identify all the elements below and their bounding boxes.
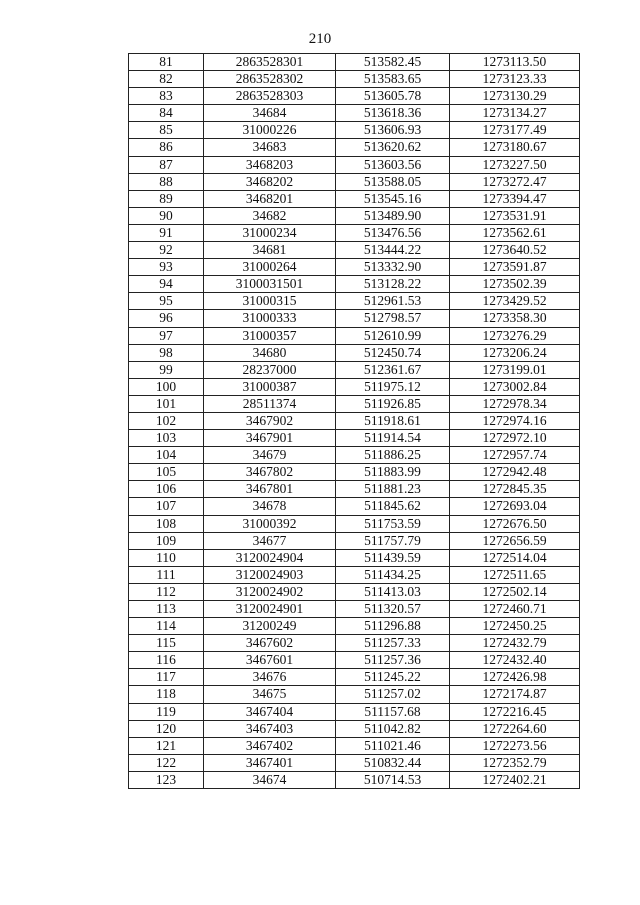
table-row <box>129 703 580 720</box>
table-row <box>129 412 580 429</box>
y-coordinate-cell: 1272974.16 <box>450 412 580 429</box>
y-coordinate-cell: 1273591.87 <box>450 259 580 276</box>
x-coordinate-cell: 513545.16 <box>336 190 450 207</box>
point-number-cell: 107 <box>129 498 204 515</box>
x-coordinate-cell: 511753.59 <box>336 515 450 532</box>
y-coordinate-cell: 1272174.87 <box>450 686 580 703</box>
table-row <box>129 720 580 737</box>
point-number-cell: 104 <box>129 447 204 464</box>
table-row <box>129 481 580 498</box>
point-number-cell: 105 <box>129 464 204 481</box>
x-coordinate-cell: 511883.99 <box>336 464 450 481</box>
x-coordinate-cell: 511845.62 <box>336 498 450 515</box>
point-number-cell: 112 <box>129 583 204 600</box>
y-coordinate-cell: 1273177.49 <box>450 122 580 139</box>
table-row <box>129 566 580 583</box>
point-number-cell: 108 <box>129 515 204 532</box>
y-coordinate-cell: 1272676.50 <box>450 515 580 532</box>
x-coordinate-cell: 511021.46 <box>336 737 450 754</box>
point-number-cell: 90 <box>129 207 204 224</box>
y-coordinate-cell: 1273130.29 <box>450 88 580 105</box>
point-number-cell: 94 <box>129 276 204 293</box>
x-coordinate-cell: 511320.57 <box>336 601 450 618</box>
table-row <box>129 464 580 481</box>
point-number-cell: 91 <box>129 224 204 241</box>
table-row <box>129 737 580 754</box>
table-row <box>129 430 580 447</box>
y-coordinate-cell: 1272352.79 <box>450 754 580 771</box>
table-row <box>129 139 580 156</box>
y-coordinate-cell: 1273199.01 <box>450 361 580 378</box>
y-coordinate-cell: 1272402.21 <box>450 771 580 788</box>
point-id-cell: 31000234 <box>204 224 336 241</box>
table-row <box>129 652 580 669</box>
table-row <box>129 515 580 532</box>
table-row <box>129 583 580 600</box>
x-coordinate-cell: 513583.65 <box>336 71 450 88</box>
y-coordinate-cell: 1273640.52 <box>450 242 580 259</box>
point-id-cell: 31000226 <box>204 122 336 139</box>
x-coordinate-cell: 511914.54 <box>336 430 450 447</box>
x-coordinate-cell: 511757.79 <box>336 532 450 549</box>
table-row <box>129 54 580 71</box>
point-id-cell: 34680 <box>204 344 336 361</box>
table-row <box>129 156 580 173</box>
table-row <box>129 378 580 395</box>
table-row <box>129 532 580 549</box>
table-row <box>129 88 580 105</box>
point-id-cell: 3467601 <box>204 652 336 669</box>
y-coordinate-cell: 1272216.45 <box>450 703 580 720</box>
y-coordinate-cell: 1272693.04 <box>450 498 580 515</box>
point-number-cell: 96 <box>129 310 204 327</box>
point-number-cell: 81 <box>129 54 204 71</box>
point-number-cell: 88 <box>129 173 204 190</box>
point-id-cell: 3467802 <box>204 464 336 481</box>
x-coordinate-cell: 510714.53 <box>336 771 450 788</box>
x-coordinate-cell: 511439.59 <box>336 549 450 566</box>
x-coordinate-cell: 512361.67 <box>336 361 450 378</box>
point-number-cell: 121 <box>129 737 204 754</box>
table-row <box>129 242 580 259</box>
point-id-cell: 3467801 <box>204 481 336 498</box>
x-coordinate-cell: 513620.62 <box>336 139 450 156</box>
y-coordinate-cell: 1272972.10 <box>450 430 580 447</box>
x-coordinate-cell: 511257.33 <box>336 635 450 652</box>
y-coordinate-cell: 1273002.84 <box>450 378 580 395</box>
point-number-cell: 102 <box>129 412 204 429</box>
point-id-cell: 31000357 <box>204 327 336 344</box>
x-coordinate-cell: 512610.99 <box>336 327 450 344</box>
point-id-cell: 34683 <box>204 139 336 156</box>
point-id-cell: 28237000 <box>204 361 336 378</box>
table-row <box>129 361 580 378</box>
point-number-cell: 98 <box>129 344 204 361</box>
page-number: 210 <box>308 31 332 47</box>
point-number-cell: 115 <box>129 635 204 652</box>
table-row <box>129 754 580 771</box>
point-number-cell: 114 <box>129 618 204 635</box>
point-number-cell: 85 <box>129 122 204 139</box>
point-number-cell: 97 <box>129 327 204 344</box>
point-number-cell: 99 <box>129 361 204 378</box>
point-number-cell: 101 <box>129 395 204 412</box>
point-id-cell: 34674 <box>204 771 336 788</box>
table-row <box>129 71 580 88</box>
y-coordinate-cell: 1272273.56 <box>450 737 580 754</box>
y-coordinate-cell: 1273123.33 <box>450 71 580 88</box>
x-coordinate-cell: 512798.57 <box>336 310 450 327</box>
point-number-cell: 113 <box>129 601 204 618</box>
x-coordinate-cell: 511296.88 <box>336 618 450 635</box>
point-number-cell: 95 <box>129 293 204 310</box>
point-id-cell: 31000387 <box>204 378 336 395</box>
x-coordinate-cell: 511886.25 <box>336 447 450 464</box>
y-coordinate-cell: 1272514.04 <box>450 549 580 566</box>
y-coordinate-cell: 1273276.29 <box>450 327 580 344</box>
table-row <box>129 549 580 566</box>
point-id-cell: 3468202 <box>204 173 336 190</box>
table-row <box>129 105 580 122</box>
y-coordinate-cell: 1272957.74 <box>450 447 580 464</box>
x-coordinate-cell: 511257.02 <box>336 686 450 703</box>
x-coordinate-cell: 513618.36 <box>336 105 450 122</box>
x-coordinate-cell: 513582.45 <box>336 54 450 71</box>
point-number-cell: 92 <box>129 242 204 259</box>
y-coordinate-cell: 1272511.65 <box>450 566 580 583</box>
point-id-cell: 3468203 <box>204 156 336 173</box>
point-number-cell: 123 <box>129 771 204 788</box>
point-id-cell: 3120024903 <box>204 566 336 583</box>
x-coordinate-cell: 513603.56 <box>336 156 450 173</box>
point-number-cell: 100 <box>129 378 204 395</box>
table-row <box>129 618 580 635</box>
point-number-cell: 93 <box>129 259 204 276</box>
point-id-cell: 3467901 <box>204 430 336 447</box>
table-row <box>129 293 580 310</box>
point-id-cell: 3120024902 <box>204 583 336 600</box>
x-coordinate-cell: 512961.53 <box>336 293 450 310</box>
x-coordinate-cell: 513588.05 <box>336 173 450 190</box>
point-number-cell: 116 <box>129 652 204 669</box>
x-coordinate-cell: 511413.03 <box>336 583 450 600</box>
table-row <box>129 395 580 412</box>
point-id-cell: 3467403 <box>204 720 336 737</box>
y-coordinate-cell: 1272656.59 <box>450 532 580 549</box>
point-number-cell: 103 <box>129 430 204 447</box>
point-number-cell: 120 <box>129 720 204 737</box>
point-id-cell: 31000315 <box>204 293 336 310</box>
x-coordinate-cell: 511918.61 <box>336 412 450 429</box>
point-id-cell: 3468201 <box>204 190 336 207</box>
y-coordinate-cell: 1273134.27 <box>450 105 580 122</box>
coordinates-table-body <box>129 54 580 789</box>
x-coordinate-cell: 513444.22 <box>336 242 450 259</box>
y-coordinate-cell: 1272426.98 <box>450 669 580 686</box>
table-row <box>129 447 580 464</box>
point-id-cell: 28511374 <box>204 395 336 412</box>
x-coordinate-cell: 513128.22 <box>336 276 450 293</box>
y-coordinate-cell: 1272450.25 <box>450 618 580 635</box>
point-id-cell: 31000392 <box>204 515 336 532</box>
y-coordinate-cell: 1273206.24 <box>450 344 580 361</box>
point-id-cell: 34677 <box>204 532 336 549</box>
point-number-cell: 87 <box>129 156 204 173</box>
x-coordinate-cell: 511434.25 <box>336 566 450 583</box>
table-row <box>129 327 580 344</box>
y-coordinate-cell: 1272978.34 <box>450 395 580 412</box>
point-id-cell: 3467402 <box>204 737 336 754</box>
point-id-cell: 31000264 <box>204 259 336 276</box>
y-coordinate-cell: 1272845.35 <box>450 481 580 498</box>
point-id-cell: 3467401 <box>204 754 336 771</box>
y-coordinate-cell: 1273180.67 <box>450 139 580 156</box>
x-coordinate-cell: 513606.93 <box>336 122 450 139</box>
x-coordinate-cell: 511926.85 <box>336 395 450 412</box>
point-number-cell: 86 <box>129 139 204 156</box>
table-row <box>129 207 580 224</box>
y-coordinate-cell: 1272502.14 <box>450 583 580 600</box>
point-id-cell: 34675 <box>204 686 336 703</box>
table-row <box>129 190 580 207</box>
table-row <box>129 601 580 618</box>
y-coordinate-cell: 1273562.61 <box>450 224 580 241</box>
point-id-cell: 2863528303 <box>204 88 336 105</box>
point-id-cell: 3120024904 <box>204 549 336 566</box>
x-coordinate-cell: 510832.44 <box>336 754 450 771</box>
table-row <box>129 276 580 293</box>
point-number-cell: 82 <box>129 71 204 88</box>
point-id-cell: 34676 <box>204 669 336 686</box>
point-id-cell: 34684 <box>204 105 336 122</box>
x-coordinate-cell: 511881.23 <box>336 481 450 498</box>
y-coordinate-cell: 1273502.39 <box>450 276 580 293</box>
point-id-cell: 34681 <box>204 242 336 259</box>
point-id-cell: 2863528302 <box>204 71 336 88</box>
point-id-cell: 34679 <box>204 447 336 464</box>
table-row <box>129 344 580 361</box>
table-row <box>129 686 580 703</box>
point-id-cell: 3100031501 <box>204 276 336 293</box>
point-id-cell: 31200249 <box>204 618 336 635</box>
point-number-cell: 109 <box>129 532 204 549</box>
x-coordinate-cell: 511975.12 <box>336 378 450 395</box>
y-coordinate-cell: 1273272.47 <box>450 173 580 190</box>
point-number-cell: 84 <box>129 105 204 122</box>
point-id-cell: 31000333 <box>204 310 336 327</box>
table-row <box>129 122 580 139</box>
coordinates-table <box>128 53 580 789</box>
y-coordinate-cell: 1273113.50 <box>450 54 580 71</box>
y-coordinate-cell: 1272432.40 <box>450 652 580 669</box>
y-coordinate-cell: 1273394.47 <box>450 190 580 207</box>
x-coordinate-cell: 512450.74 <box>336 344 450 361</box>
x-coordinate-cell: 511245.22 <box>336 669 450 686</box>
point-number-cell: 106 <box>129 481 204 498</box>
table-row <box>129 669 580 686</box>
x-coordinate-cell: 511042.82 <box>336 720 450 737</box>
x-coordinate-cell: 513605.78 <box>336 88 450 105</box>
table-row <box>129 498 580 515</box>
y-coordinate-cell: 1273227.50 <box>450 156 580 173</box>
point-number-cell: 89 <box>129 190 204 207</box>
point-number-cell: 119 <box>129 703 204 720</box>
point-id-cell: 3467902 <box>204 412 336 429</box>
x-coordinate-cell: 511157.68 <box>336 703 450 720</box>
point-number-cell: 83 <box>129 88 204 105</box>
point-number-cell: 118 <box>129 686 204 703</box>
point-number-cell: 122 <box>129 754 204 771</box>
table-row <box>129 310 580 327</box>
point-id-cell: 3120024901 <box>204 601 336 618</box>
point-number-cell: 111 <box>129 566 204 583</box>
point-number-cell: 117 <box>129 669 204 686</box>
y-coordinate-cell: 1272264.60 <box>450 720 580 737</box>
table-row <box>129 173 580 190</box>
point-id-cell: 3467404 <box>204 703 336 720</box>
y-coordinate-cell: 1272432.79 <box>450 635 580 652</box>
table-row <box>129 771 580 788</box>
x-coordinate-cell: 513332.90 <box>336 259 450 276</box>
point-id-cell: 34682 <box>204 207 336 224</box>
x-coordinate-cell: 513476.56 <box>336 224 450 241</box>
point-id-cell: 34678 <box>204 498 336 515</box>
y-coordinate-cell: 1273358.30 <box>450 310 580 327</box>
y-coordinate-cell: 1272942.48 <box>450 464 580 481</box>
y-coordinate-cell: 1273429.52 <box>450 293 580 310</box>
point-number-cell: 110 <box>129 549 204 566</box>
y-coordinate-cell: 1273531.91 <box>450 207 580 224</box>
x-coordinate-cell: 513489.90 <box>336 207 450 224</box>
x-coordinate-cell: 511257.36 <box>336 652 450 669</box>
point-id-cell: 3467602 <box>204 635 336 652</box>
table-row <box>129 224 580 241</box>
table-row <box>129 635 580 652</box>
point-id-cell: 2863528301 <box>204 54 336 71</box>
y-coordinate-cell: 1272460.71 <box>450 601 580 618</box>
table-row <box>129 259 580 276</box>
